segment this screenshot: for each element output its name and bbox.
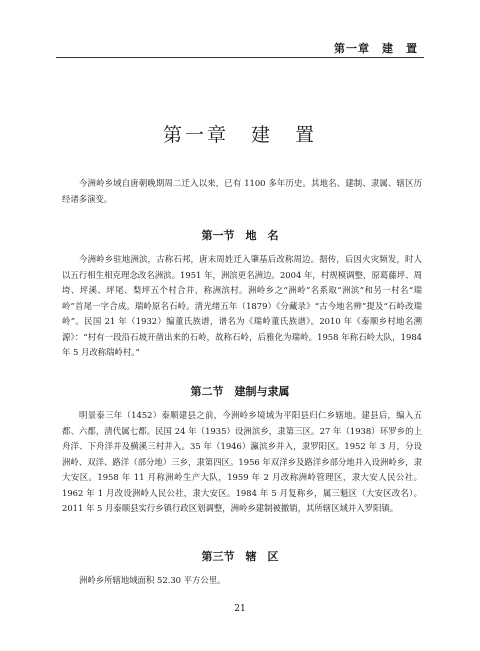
section-title-1: 第一节 地 名	[201, 229, 279, 242]
section-title-2: 第二节 建制与隶属	[190, 385, 290, 398]
section-title-3: 第三节 辖 区	[201, 550, 279, 563]
page-number: 21	[234, 604, 246, 614]
chapter-title: 第一章 建 置	[162, 124, 317, 146]
running-head: 第一章 建 置	[334, 42, 418, 55]
section-3-paragraph: 洲岭乡所辖地域面积 52.30 平方公里。	[79, 575, 226, 585]
header-rule	[56, 57, 424, 58]
section-1-paragraph: 今洲岭乡驻地洲滨，古称石邦，唐末周姓迁入肇基后改称周边。据传，后因火灾频发，时人以五行相生相克理念改名洲滨。1951 年，洲滨更名洲边。2004 年，村规模调整，原葛藤坪、周垮、坪溪、坪尾、梨坪五个村合并，称洲滨村。洲岭乡之“洲岭”名系取“洲滨”和另一村名“瑞岭”首尾一字合成。瑞岭原名石岭。清光绪五年（1879）《分藏录》“古今地名辨”提及“石岭改瑞岭”。民国 21 年（1932）编董氏族谱，谱名为《瑞岭董氏族谱》。2010 年《泰顺乡村地名溯源》：“村有一段沿石坡开凿出来的石岭，故称石岭，后雅化为瑞岭。1958 年称石岭大队，1984 年 5 月改称瑞岭村。”	[62, 254, 422, 357]
chapter-intro: 今洲岭乡域自唐朝晚期周二迁入以来，已有 1100 多年历史。其地名、建制、隶属、辖区历经诸多演变。	[62, 178, 422, 204]
section-2-paragraph: 明景泰三年（1452）泰顺建县之前，今洲岭乡境域为平阳县归仁乡辖地。建县后，编入五都、六都，清代属七都。民国 24 年（1935）设洲滨乡，隶第三区。27 年（1938）环罗乡的上舟洋、下舟洋并及横溪三村并入。35 年（1946）瀛滨乡并入，隶罗阳区。1952 年 3 月，分设洲岭、双洋、路洋（部分地）三乡，隶第四区。1956 年双洋乡及路洋乡部分地并入设洲岭乡，隶大安区。1958 年 11 月称洲岭生产大队，1959 年 2 月改称洲岭管理区，隶大安人民公社。1962 年 1 月改设洲岭人民公社，隶大安区。1984 年 5 月复称乡，属三魁区（大安区改名）。2011 年 5 月泰顺县实行乡镇行政区划调整，洲岭乡建制被撤销，其所辖区域并入罗阳镇。	[62, 410, 422, 513]
